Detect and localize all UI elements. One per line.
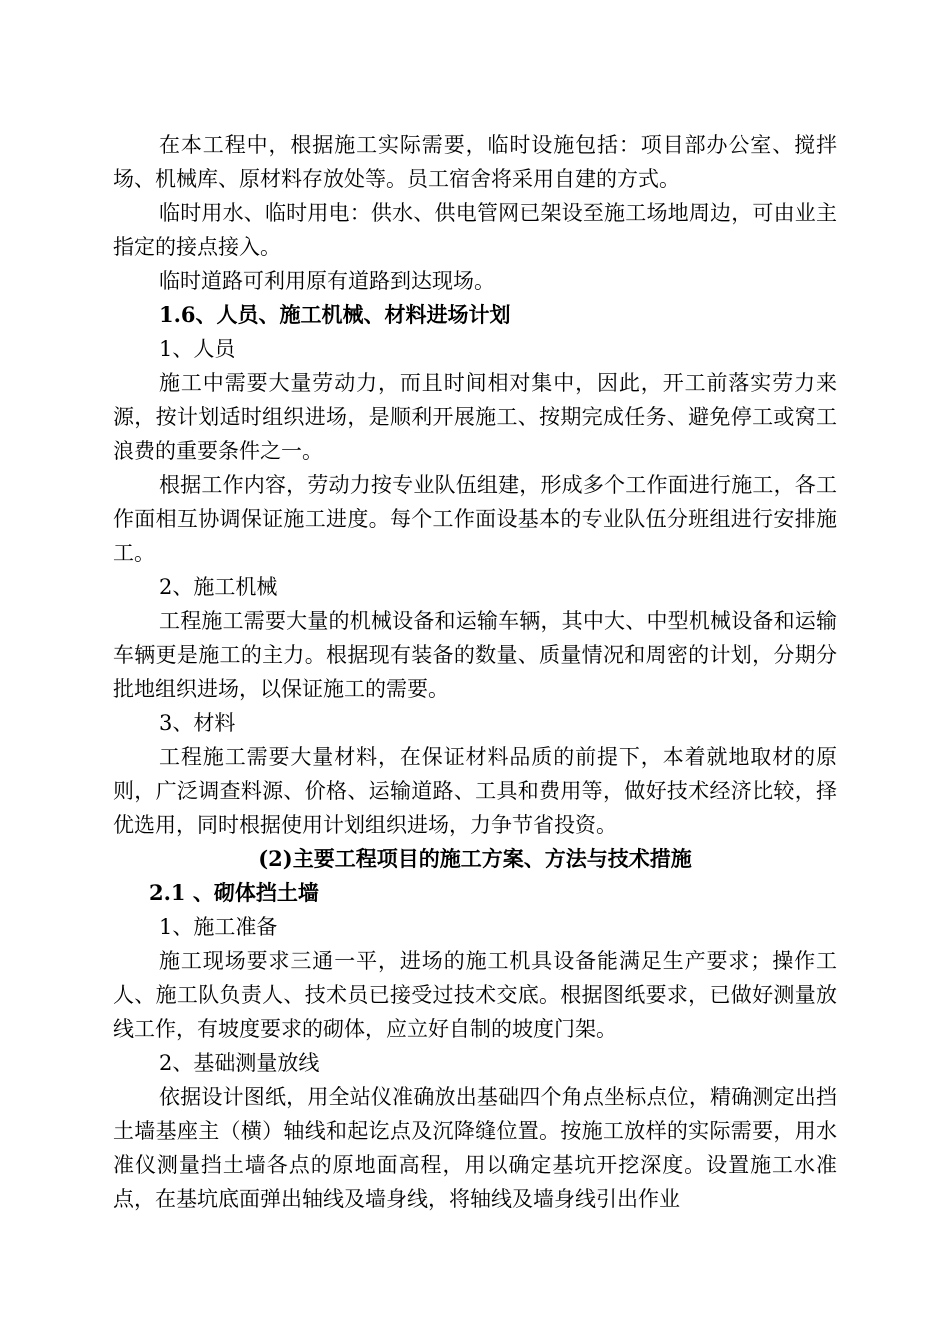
- document-page: [113, 128, 837, 1216]
- subheading-preparation: 1、施工准备: [159, 915, 278, 939]
- paragraph-temporary-roads: 临时道路可利用原有道路到达现场。: [159, 269, 495, 293]
- heading-1-6: 1.6、人员、施工机械、材料进场计划: [159, 302, 511, 327]
- heading-section-2: (2)主要工程项目的施工方案、方法与技术措施: [258, 846, 692, 871]
- subheading-personnel: 1、人员: [159, 337, 236, 361]
- paragraph-temporary-utilities: 临时用水、临时用电：供水、供电管网已架设至施工场地周边，可由业主指定的接点接入。: [113, 201, 837, 259]
- paragraph-temporary-facilities: 在本工程中，根据施工实际需要，临时设施包括：项目部办公室、搅拌场、机械库、原材料存放处等。员工宿舍将采用自建的方式。: [113, 133, 837, 191]
- paragraph-materials: 工程施工需要大量材料，在保证材料品质的前提下，本着就地取材的原则，广泛调查料源、价格、运输道路、工具和费用等，做好技术经济比较，择优选用，同时根据使用计划组织进场，力争节省投资。: [113, 745, 837, 837]
- heading-2-1: 2.1 、砌体挡土墙: [149, 880, 319, 905]
- paragraph-machinery: 工程施工需要大量的机械设备和运输车辆，其中大、中型机械设备和运输车辆更是施工的主力。根据现有装备的数量、质量情况和周密的计划，分期分批地组织进场，以保证施工的需要。: [113, 609, 837, 701]
- subheading-machinery: 2、施工机械: [159, 575, 278, 599]
- subheading-materials: 3、材料: [159, 711, 236, 735]
- paragraph-labor-teams: 根据工作内容，劳动力按专业队伍组建，形成多个工作面进行施工，各工作面相互协调保证施工进度。每个工作面设基本的专业队伍分班组进行安排施工。: [113, 473, 837, 565]
- subheading-survey: 2、基础测量放线: [159, 1051, 320, 1075]
- paragraph-labor-source: 施工中需要大量劳动力，而且时间相对集中，因此，开工前落实劳力来源，按计划适时组织进场，是顺利开展施工、按期完成任务、避免停工或窝工浪费的重要条件之一。: [113, 371, 837, 463]
- paragraph-preparation: 施工现场要求三通一平，进场的施工机具设备能满足生产要求；操作工人、施工队负责人、技术员已接受过技术交底。根据图纸要求，已做好测量放线工作，有坡度要求的砌体，应立好自制的坡度门架。: [113, 949, 837, 1041]
- paragraph-survey: 依据设计图纸，用全站仪准确放出基础四个角点坐标点位，精确测定出挡土墙基座主（横）轴线和起讫点及沉降缝位置。按施工放样的实际需要，用水准仪测量挡土墙各点的原地面高程，用以确定基坑开挖深度。设置施工水准点，在基坑底面弹出轴线及墙身线，将轴线及墙身线引出作业: [113, 1085, 837, 1211]
